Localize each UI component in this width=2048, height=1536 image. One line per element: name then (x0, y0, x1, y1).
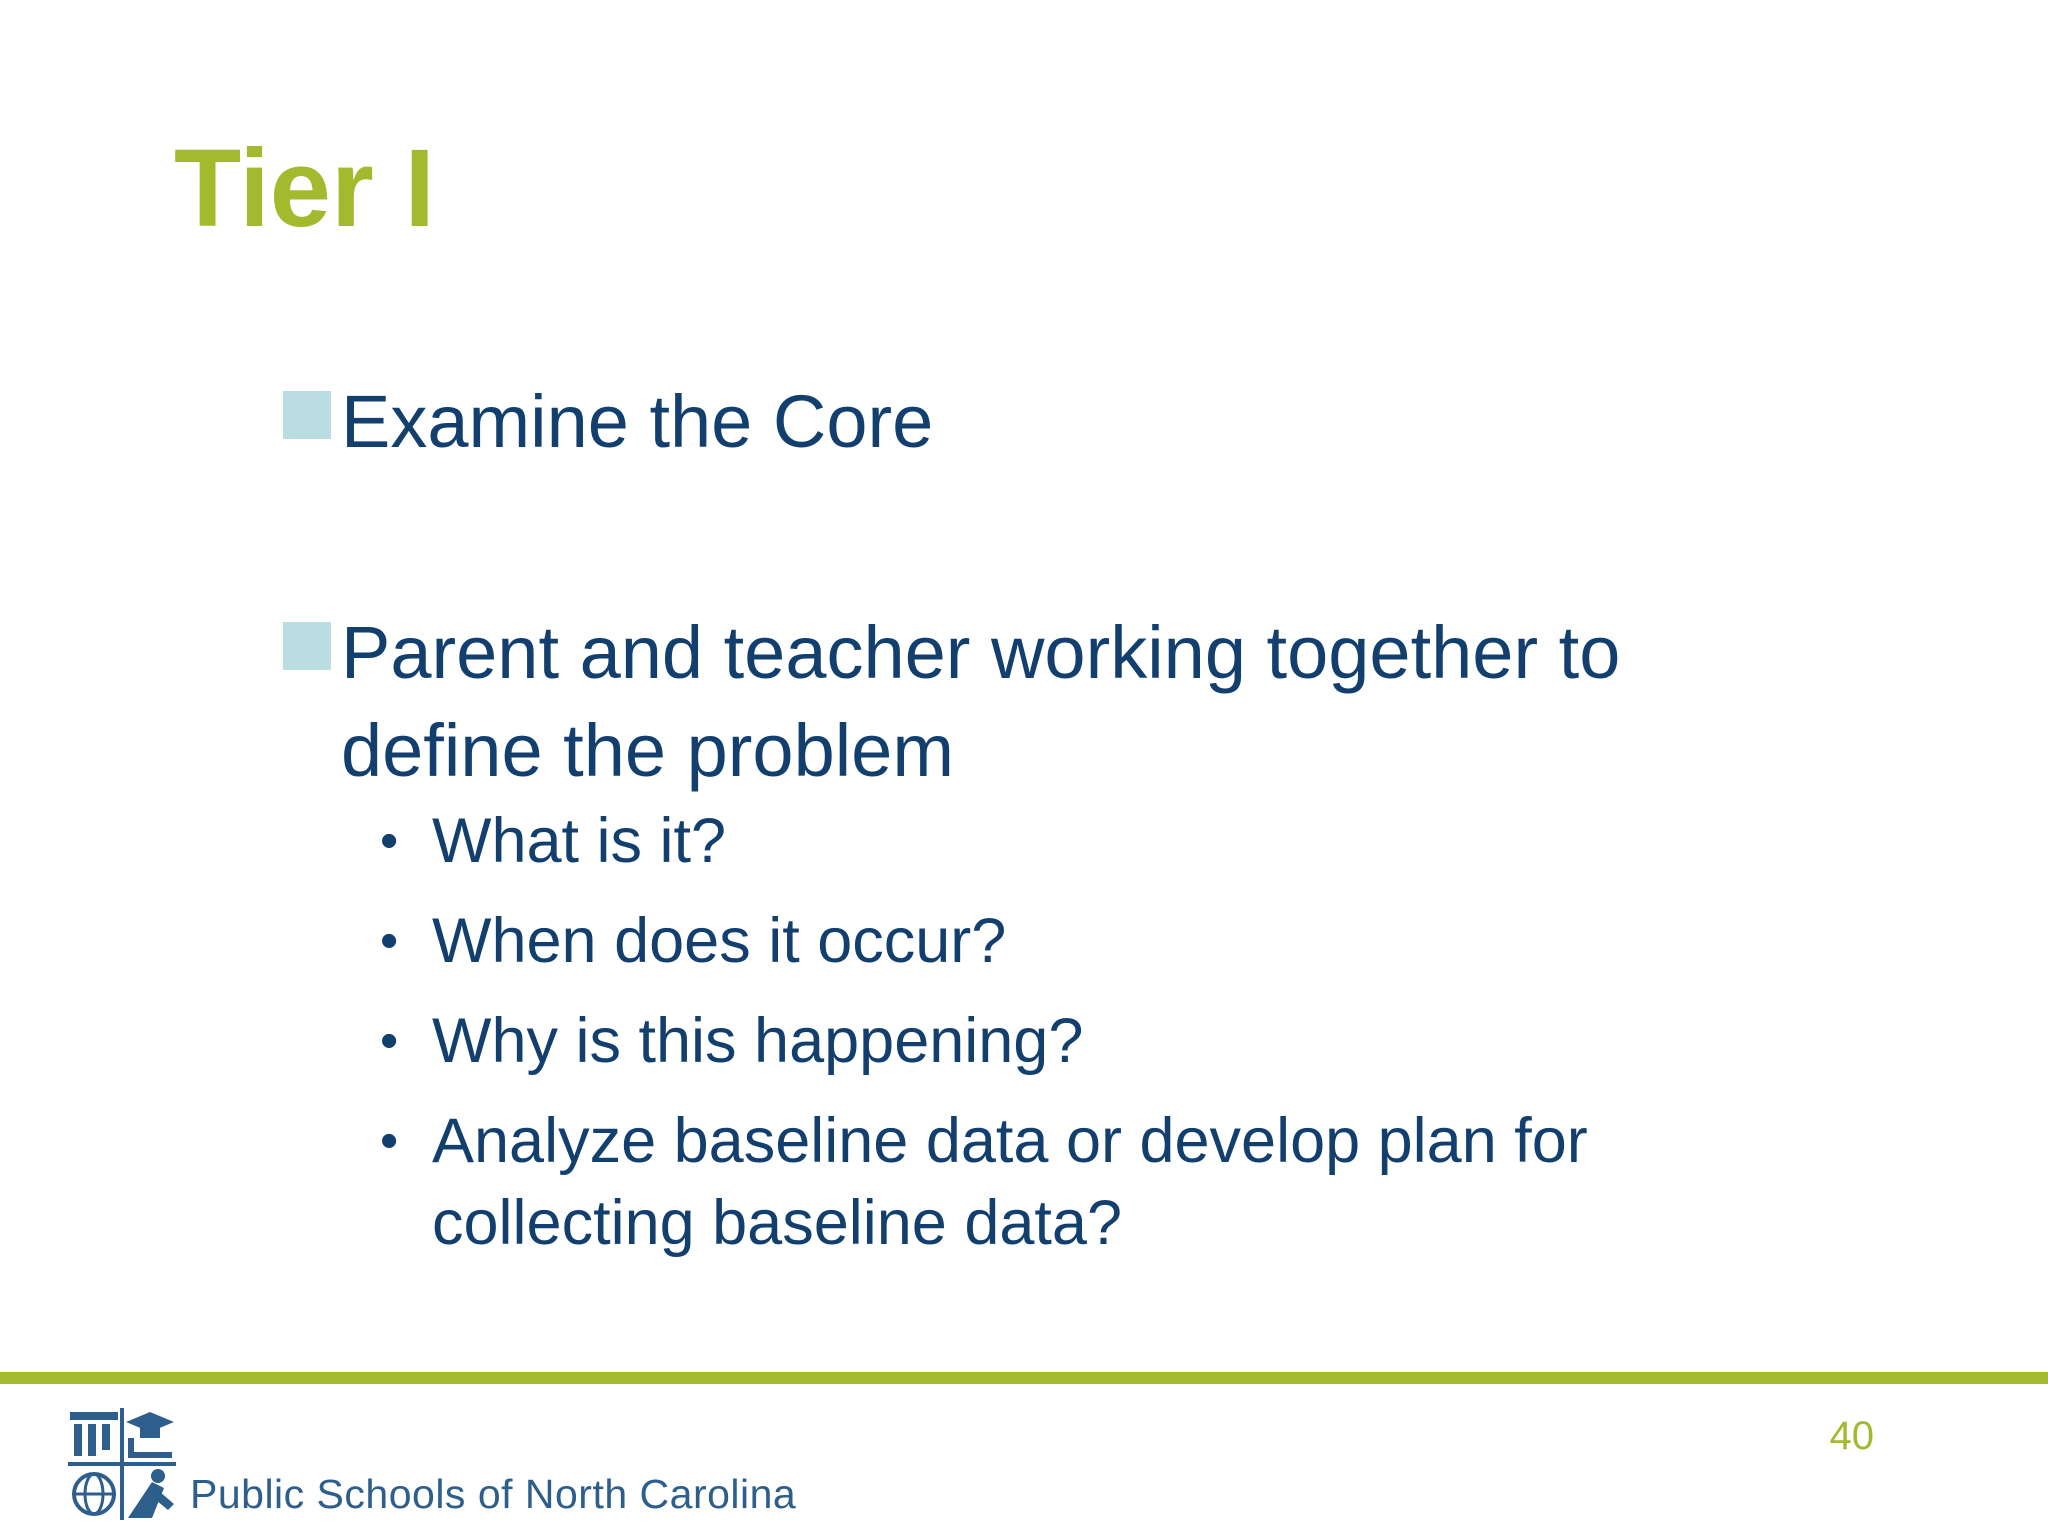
sub-bullet-item (376, 1100, 1776, 1264)
bullet-define-problem (283, 604, 1803, 800)
dot-bullet-icon: • (380, 1112, 399, 1170)
bullet-text: Parent and teacher working together to define the problem (341, 611, 1621, 792)
nc-public-schools-logo-icon (68, 1408, 176, 1520)
dot-bullet-icon: • (380, 1012, 399, 1070)
square-bullet-icon (283, 391, 331, 439)
slide-title: Tier I (174, 127, 435, 250)
organization-name: Public Schools of North Carolina (190, 1471, 797, 1517)
sub-bullet-item (376, 900, 1776, 982)
sub-bullet-list (376, 800, 1776, 1282)
bullet-examine-core (283, 373, 1803, 471)
sub-bullet-text: Analyze baseline data or develop plan for collecting baseline data? (432, 1106, 1588, 1258)
square-bullet-icon (283, 622, 331, 670)
dot-bullet-icon: • (380, 912, 399, 970)
sub-bullet-item (376, 800, 1776, 882)
sub-bullet-text: What is it? (432, 806, 727, 876)
bullet-text: Examine the Core (341, 380, 934, 463)
dot-bullet-icon: • (380, 812, 399, 870)
sub-bullet-item (376, 1000, 1776, 1082)
page-number: 40 (1829, 1414, 1874, 1458)
sub-bullet-text: When does it occur? (432, 906, 1007, 976)
sub-bullet-text: Why is this happening? (432, 1006, 1084, 1076)
footer-rule (0, 1372, 2048, 1384)
